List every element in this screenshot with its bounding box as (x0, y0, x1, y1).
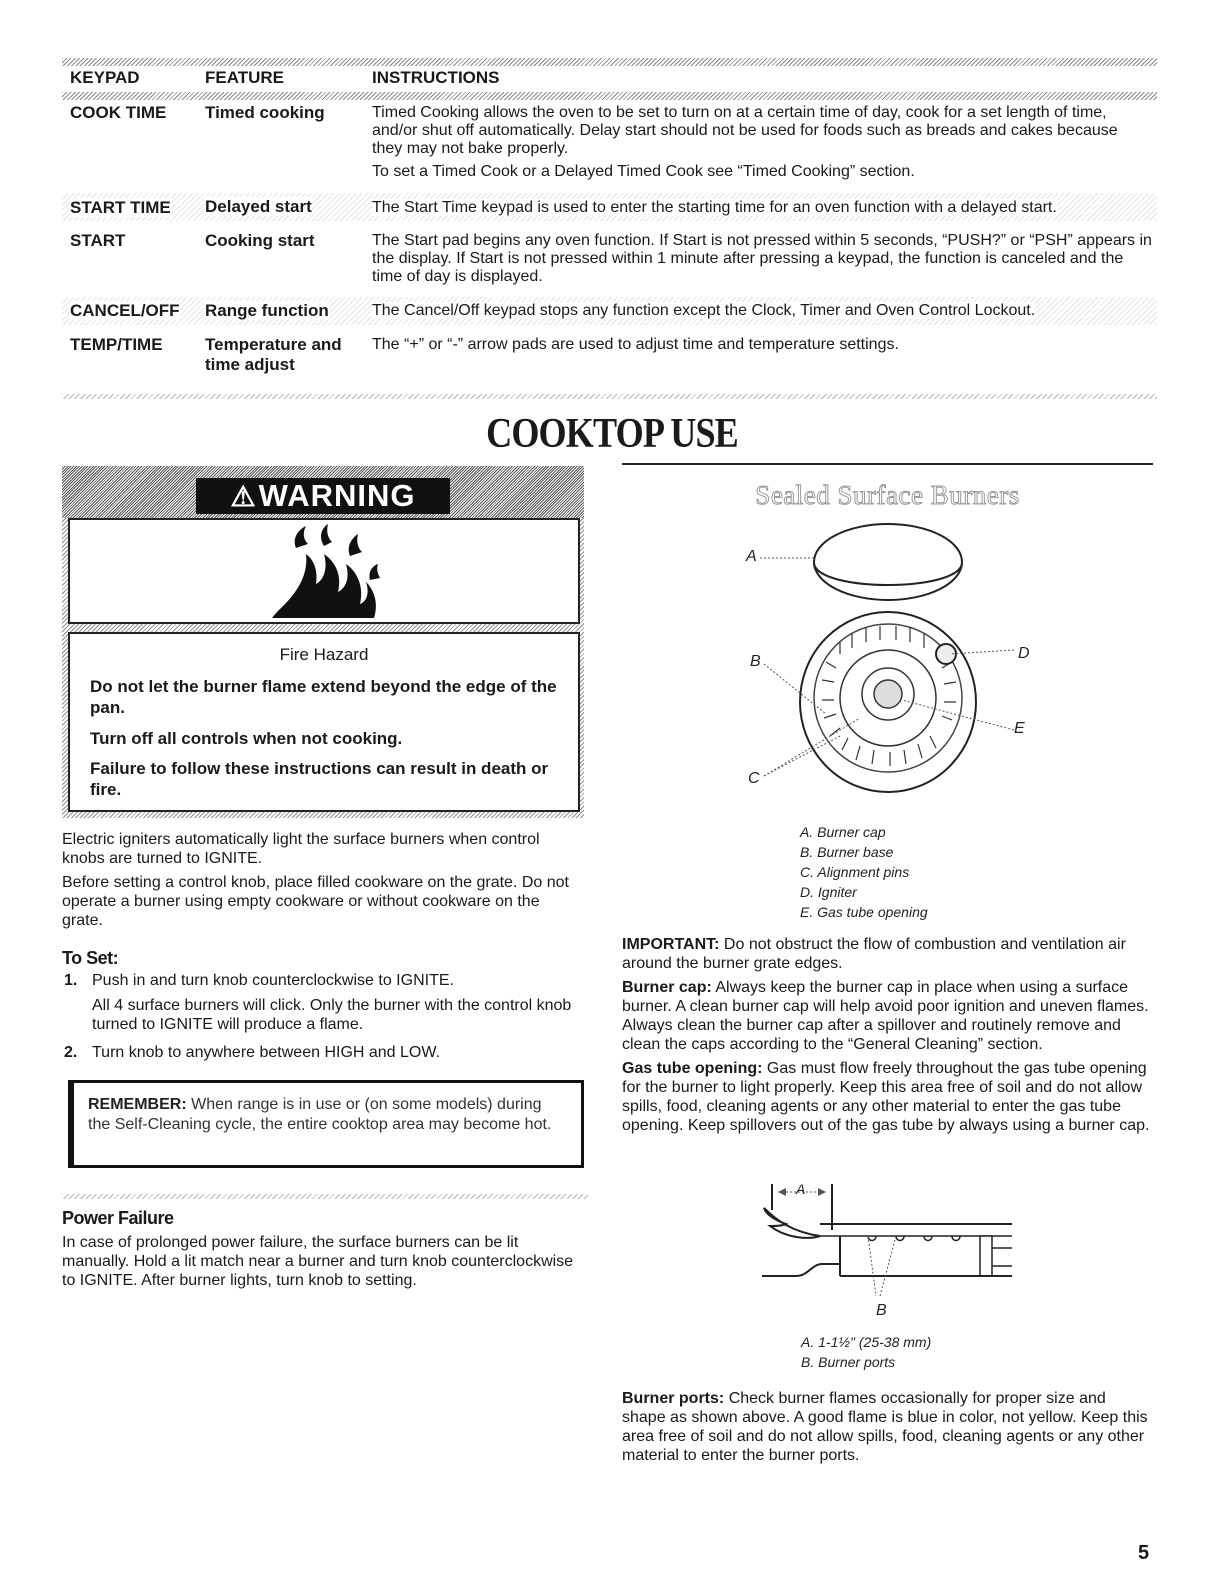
instruction-paragraph: The “+” or “-” arrow pads are used to adjust time and temperature settings. (372, 336, 899, 353)
table-bottom-rule (62, 394, 1157, 399)
warning-label: WARNING (258, 478, 416, 513)
warning-line: Do not let the burner flame extend beyond the edge of the pan. (90, 677, 557, 717)
burner-diagram (730, 522, 1070, 822)
feature-label: Range function (205, 301, 329, 320)
instruction-paragraph: Timed Cooking allows the oven to be set to turn on at a certain time of day, cook for a set length of time, and/or shut off automatically. Delay start should not be used for foods such as breads and cakes because they may not bake properly. (372, 104, 1118, 157)
legend-item: E. Gas tube opening (800, 904, 928, 920)
instruction-paragraph: To set a Timed Cook or a Delayed Timed Cook see “Timed Cooking” section. (372, 163, 915, 180)
page-number: 5 (1138, 1542, 1150, 1564)
paragraph (622, 935, 1152, 973)
step-text: Push in and turn knob counterclockwise to IGNITE. (92, 972, 454, 989)
step-number: 1. (64, 972, 78, 989)
important-text: Do not obstruct the flow of combustion and ventilation air around the burner grate edges. (622, 936, 1126, 972)
paragraph (622, 978, 1152, 1054)
gas-tube-label: Gas tube opening: (622, 1060, 763, 1077)
header-instructions: INSTRUCTIONS (372, 68, 500, 87)
warning-icon-panel (68, 518, 580, 624)
table-row-instructions (372, 232, 1152, 291)
power-failure-heading: Power Failure (62, 1208, 174, 1228)
legend-item: C. Alignment pins (800, 864, 910, 880)
step-subtext: All 4 surface burners will click. Only the burner with the control knob turned to IGNITE will produce a flame. (92, 997, 572, 1033)
legend-item: A. Burner cap (800, 824, 886, 840)
section-divider (62, 1194, 588, 1199)
right-body-text (622, 935, 1152, 1140)
gas-tube-text: Gas must flow freely throughout the gas tube opening for the burner to light properly. Keep this area free of soil and do not allow spills, food, cleaning agents or any other material to enter the gas tube opening. Keep spillovers out of the gas tube by always using a burner cap. (622, 1060, 1150, 1134)
page-title: COOKTOP USE (486, 411, 738, 457)
diagram-letter-a: A (746, 548, 757, 565)
burner-cap-label: Burner cap: (622, 979, 712, 996)
table-row-feature: Temperature and time adjust (205, 335, 342, 374)
header-feature: FEATURE (205, 68, 285, 87)
title-rule (622, 463, 1153, 465)
burner-cap-text: Always keep the burner cap in place when using a surface burner. A clean burner cap will help avoid poor ignition and uneven flames. Always clean the burner cap after a spillover and routinely remove and clean the caps according to the “General Cleaning” section. (622, 979, 1149, 1053)
instruction-paragraph: The Cancel/Off keypad stops any function except the Clock, Timer and Oven Control Lockout. (372, 302, 1036, 319)
flame-shape (764, 1208, 820, 1238)
table-row-feature: Timed cooking (205, 103, 325, 122)
instruction-paragraph: The Start pad begins any oven function. If Start is not pressed within 5 seconds, “PUSH?” or “PSH” appears in the display. If Start is not pressed within 1 minute after pressing a keypad, the function is canceled and the time of day is displayed. (372, 232, 1152, 285)
burner-ports-body: Check burner flames occasionally for proper size and shape as shown above. A good flame is blue in color, not yellow. Keep this area free of soil and do not allow spills, food, cleaning agents or any other material to enter the burner ports. (622, 1390, 1148, 1464)
table-row-keypad: COOK TIME (70, 103, 167, 122)
keypad-label: START TIME (70, 198, 171, 217)
warning-line: Turn off all controls when not cooking. (90, 729, 403, 748)
flame-diagram (756, 1180, 1026, 1300)
sealed-burners-title: Sealed Surface Burners (755, 480, 1020, 510)
warning-text-panel (68, 632, 580, 812)
left-body-text (62, 830, 582, 935)
warning-banner (196, 478, 450, 514)
flame-letter-a: A (796, 1181, 806, 1197)
burner-ports-label: Burner ports: (622, 1390, 725, 1407)
remember-label: REMEMBER: (88, 1096, 187, 1113)
warning-triangle-icon: ⚠ (230, 480, 257, 512)
flame-legend (801, 1332, 931, 1372)
table-row-feature (205, 301, 329, 321)
burner-legend (800, 822, 928, 922)
table-row-keypad: TEMP/TIME (70, 335, 163, 354)
legend-item: B. Burner ports (801, 1354, 896, 1370)
keypad-label: CANCEL/OFF (70, 301, 180, 320)
warning-hazard: Fire Hazard (279, 645, 369, 664)
remember-box (68, 1080, 584, 1168)
table-row-instructions (372, 336, 1152, 359)
instruction-paragraph: The Start Time keypad is used to enter the starting time for an oven function with a delayed start. (372, 199, 1057, 216)
step-number: 2. (64, 1044, 78, 1061)
paragraph: Before setting a control knob, place filled cookware on the grate. Do not operate a burner using empty cookware or without cookware on the grate. (62, 874, 569, 929)
table-top-rule (62, 58, 1157, 66)
important-label: IMPORTANT: (622, 936, 720, 953)
table-row-feature (205, 197, 312, 217)
flame-letter-b: B (876, 1302, 887, 1319)
burner-ports-text (622, 1389, 1152, 1465)
diagram-letter-b: B (750, 653, 761, 670)
table-row-keypad (70, 198, 171, 218)
burner-cap-shape (814, 524, 962, 600)
remember-text: When range is in use or (on some models) during the Self-Cleaning cycle, the entire cooktop area may become hot. (88, 1096, 552, 1133)
paragraph: Electric igniters automatically light the surface burners when control knobs are turned to IGNITE. (62, 831, 540, 867)
legend-item: B. Burner base (800, 844, 894, 860)
table-header-rule (62, 92, 1157, 100)
step-text: Turn knob to anywhere between HIGH and LOW. (92, 1044, 441, 1061)
diagram-letter-c: C (748, 770, 760, 787)
header-keypad: KEYPAD (70, 68, 140, 87)
legend-item: D. Igniter (800, 884, 857, 900)
diagram-letter-e: E (1014, 720, 1025, 737)
warning-line: Failure to follow these instructions can result in death or fire. (90, 759, 549, 799)
table-row-instructions (372, 302, 1152, 320)
table-row-keypad: START (70, 231, 126, 250)
table-row-instructions (372, 104, 1152, 186)
paragraph (622, 1059, 1152, 1135)
table-row-feature: Cooking start (205, 231, 315, 250)
table-row-instructions (372, 199, 1152, 217)
table-row-keypad (70, 301, 180, 321)
fire-icon (266, 522, 386, 622)
power-failure-text: In case of prolonged power failure, the surface burners can be lit manually. Hold a lit match near a burner and turn knob counterclockwise to IGNITE. After burner lights, turn knob to setting. (62, 1234, 574, 1289)
feature-label: Delayed start (205, 197, 312, 216)
to-set-heading: To Set: (62, 948, 119, 968)
diagram-letter-d: D (1018, 645, 1030, 662)
legend-item: A. 1-1½" (25-38 mm) (801, 1334, 932, 1350)
